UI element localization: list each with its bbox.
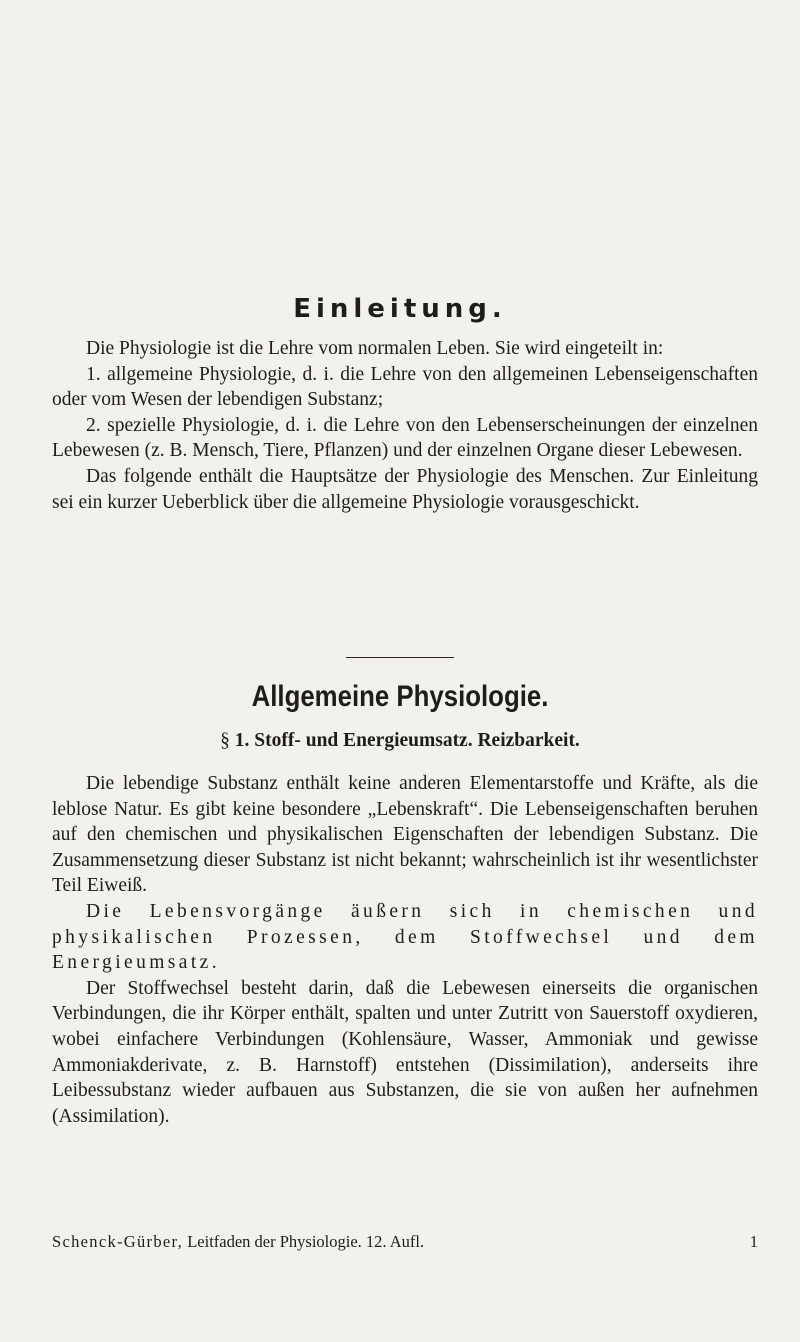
footer-citation (52, 1232, 424, 1252)
page-number: 1 (749, 1232, 758, 1251)
intro-paragraph-2: Das folgende enthält die Hauptsätze der Physiologie des Menschen. Zur Einleitung sei ein kurzer Ueberblick über die allgemeine Physiologie vorausgeschickt. (52, 465, 758, 513)
footer-book: Leitfaden der Physiologie. 12. Aufl. (187, 1232, 425, 1251)
part-heading: Allgemeine Physiologie. (251, 680, 549, 713)
section-symbol: § (220, 730, 230, 751)
section-number: 1. (234, 730, 250, 751)
intro-block (52, 336, 758, 515)
intro-paragraph: Die Physiologie ist die Lehre vom normalen Leben. Sie wird eingeteilt in: (86, 338, 664, 359)
body-paragraph-1: Die lebendige Substanz enthält keine anderen Elementarstoffe und Kräfte, als die leblose Natur. Es gibt keine besondere „Lebenskraft“. Die Lebenseigenschaften beruhen auf den chemischen und physikalischen Eigenschaften der lebendigen Substanz. Die Zusammensetzung dieser Substanz ist nicht bekannt; wahrscheinlich ist ihr wesentlichster Teil Eiweiß. (52, 773, 758, 897)
section-heading (0, 730, 800, 752)
body-paragraph-2: Die Lebensvorgänge äußern sich in chemischen und physikalischen Prozessen, dem Stoffwechsel und dem Energieumsatz. (52, 900, 758, 974)
chapter-title: Einleitung. (293, 294, 507, 324)
footer-author: Schenck-Gürber, (52, 1232, 184, 1251)
divider-rule (346, 657, 454, 658)
intro-list-item-1: 1. allgemeine Physiologie, d. i. die Lehre von den allgemeinen Lebenseigenschaften oder vom Wesen der lebendigen Substanz; (52, 363, 758, 411)
body-paragraph-3: Der Stoffwechsel besteht darin, daß die Lebewesen einerseits die organischen Verbindungen, die ihr Körper enthält, spalten und unter Zutritt von Sauerstoff oxydieren, wobei einfachere Verbindungen (Kohlensäure, Wasser, Ammoniak und gewisse Ammoniakderivate, z. B. Harnstoff) entstehen (Dissimilation), anderseits ihre Leibessubstanz wieder aufbauen aus Substanzen, die sie von außen her aufnehmen (Assimilation). (52, 977, 758, 1127)
intro-list-item-2: 2. spezielle Physiologie, d. i. die Lehre von den Lebenserscheinungen der einzelnen Lebewesen (z. B. Mensch, Tiere, Pflanzen) und der einzelnen Organe dieser Lebewesen. (52, 414, 758, 462)
page-footer (52, 1232, 758, 1252)
body-block (52, 771, 758, 1129)
section-title: Stoff- und Energieumsatz. Reizbarkeit. (254, 730, 580, 751)
